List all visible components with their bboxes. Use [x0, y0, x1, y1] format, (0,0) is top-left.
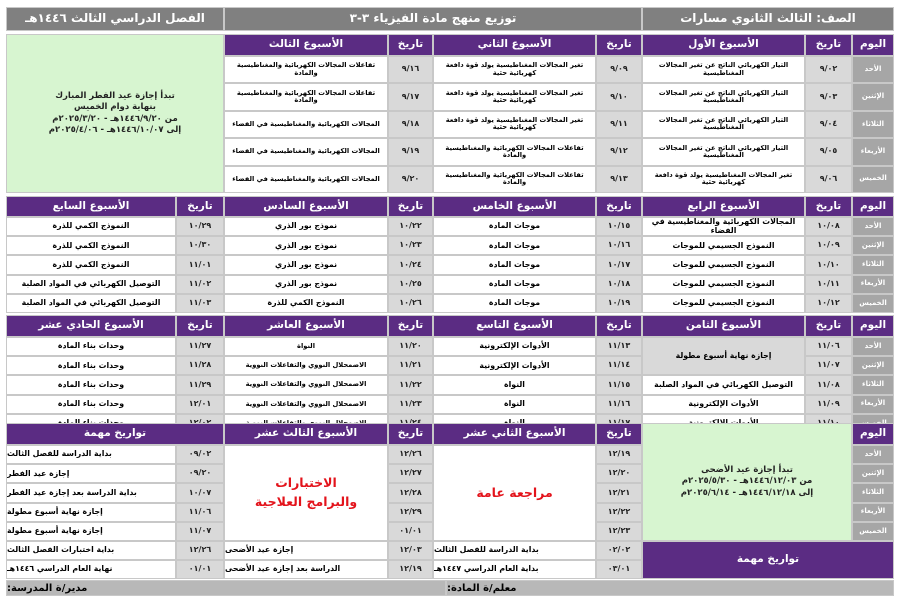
date-cell: ٩/١٢ [596, 138, 642, 165]
important-dates-header: تواريخ مهمة [642, 541, 894, 579]
important-date: ١٠/٠٧ [176, 483, 224, 502]
grade-title: الصف: الثالث الثانوي مسارات [642, 7, 894, 31]
date-cell: ١١/٢٠ [388, 337, 433, 356]
date-cell: ١٢/٢٦ [388, 445, 433, 464]
date-cell: ١٢/٢٨ [388, 483, 433, 502]
topic-cell: التوصيل الكهربائي في المواد الصلبة [6, 294, 176, 313]
topic-cell: المجالات الكهربائية والمغناطيسية في الفضاء [642, 217, 805, 236]
date-header: تاريخ [805, 34, 852, 56]
topic-cell: النموذج الكمي للذرة [6, 236, 176, 255]
day-label: الإثنين [852, 236, 894, 255]
date-cell: ١٠/٢٦ [388, 294, 433, 313]
date-cell: ١١/٢٨ [176, 356, 224, 375]
date-header: تاريخ [596, 423, 642, 445]
important-date: ٠١/٠١ [176, 560, 224, 579]
topic-cell: النموذج الجسيمي للموجات [642, 236, 805, 255]
important-date: ٠٣/٠١ [596, 560, 642, 579]
topic-cell: النموذج الكمي للذرة [224, 294, 388, 313]
date-header: تاريخ [596, 196, 642, 217]
topic-cell: المجالات الكهربائية والمغناطيسية في الفضاء [224, 166, 388, 193]
topic-cell: تفاعلات المجالات الكهربائية والمغناطيسية والمادة [224, 83, 388, 110]
date-cell: ١٢/٠١ [176, 395, 224, 414]
date-header: تاريخ [388, 34, 433, 56]
eid-fitr-note-line: من ١٤٤٦/٩/٢٠هـ - ٢٠٢٥/٣/٢٠م [52, 113, 178, 124]
day-label: الثلاثاء [852, 375, 894, 394]
topic-cell: تفاعلات المجالات الكهربائية والمغناطيسية والمادة [224, 56, 388, 83]
topic-cell: التوصيل الكهربائي في المواد الصلبة [6, 275, 176, 294]
important-event: إجازة نهاية أسبوع مطولة [6, 503, 176, 522]
topic-cell: نموذج بور الذري [224, 255, 388, 274]
date-cell: ١٠/٢٤ [388, 255, 433, 274]
day-label: الإثنين [852, 83, 894, 110]
date-header: تاريخ [176, 315, 224, 337]
day-label: الخميس [852, 294, 894, 313]
topic-cell: النموذج الجسيمي للموجات [642, 255, 805, 274]
date-cell: ٩/١٠ [596, 83, 642, 110]
day-label: الأحد [852, 337, 894, 356]
topic-cell: الأدوات الإلكترونية [642, 395, 805, 414]
date-cell: ١٠/١٩ [596, 294, 642, 313]
date-header: تاريخ [805, 315, 852, 337]
topic-cell: المجالات الكهربائية والمغناطيسية في الفضاء [224, 138, 388, 165]
important-date: ١١/٠٧ [176, 522, 224, 541]
date-cell: ١١/٠٢ [176, 275, 224, 294]
important-date: ٠٩/٢٠ [176, 464, 224, 483]
topic-cell: وحدات بناء المادة [6, 337, 176, 356]
topic-cell: تغير المجالات المغناطيسية يولد قوة دافعة كهربائية حثية [642, 166, 805, 193]
page-title: توزيع منهج مادة الفيزياء ٣-٣ [224, 7, 642, 31]
eid-fitr-note-line: إلى ١٤٤٦/١٠/٠٧هـ - ٢٠٢٥/٤/٠٦م [48, 124, 182, 135]
topic-cell: الاضمحلال النووي والتفاعلات النووية [224, 395, 388, 414]
week-header: الأسبوع السادس [224, 196, 388, 217]
topic-cell: الأدوات الإلكترونية [433, 356, 596, 375]
week-header: الأسبوع الحادي عشر [6, 315, 176, 337]
date-cell: ١١/١٣ [596, 337, 642, 356]
date-cell: ١٢/٢١ [596, 483, 642, 502]
topic-cell: موجات المادة [433, 275, 596, 294]
date-cell: ٩/١٨ [388, 111, 433, 138]
date-cell: ٠١/٠١ [388, 522, 433, 541]
day-label: الأحد [852, 56, 894, 83]
exams-note-line: الاختبارات [275, 475, 337, 491]
day-label: الثلاثاء [852, 111, 894, 138]
date-cell: ١١/٠٩ [805, 395, 852, 414]
day-label: الأربعاء [852, 503, 894, 522]
week-header: الأسبوع السابع [6, 196, 176, 217]
day-label: الأحد [852, 217, 894, 236]
date-cell: ١١/٠٨ [805, 375, 852, 394]
date-cell: ٩/٠٥ [805, 138, 852, 165]
important-event: بداية العام الدراسي ١٤٤٧هـ [433, 560, 596, 579]
date-cell: ١١/٠٦ [805, 337, 852, 356]
date-cell: ٩/٠٩ [596, 56, 642, 83]
day-header: اليوم [852, 423, 894, 445]
day-label: الأربعاء [852, 395, 894, 414]
topic-cell: تغير المجالات المغناطيسية يولد قوة دافعة كهربائية حثية [433, 56, 596, 83]
day-label: الثلاثاء [852, 255, 894, 274]
date-header: تاريخ [388, 423, 433, 445]
date-cell: ٩/٠٦ [805, 166, 852, 193]
date-cell: ٩/١٧ [388, 83, 433, 110]
day-label: الخميس [852, 166, 894, 193]
date-cell: ٩/١٣ [596, 166, 642, 193]
date-cell: ١١/١٥ [596, 375, 642, 394]
day-label: الأحد [852, 445, 894, 464]
day-label: الأربعاء [852, 138, 894, 165]
date-cell: ١٠/١٠ [805, 255, 852, 274]
topic-cell: التيار الكهربائي الناتج عن تغير المجالات المغناطيسية [642, 111, 805, 138]
topic-cell: موجات المادة [433, 294, 596, 313]
date-cell: ١٠/١٧ [596, 255, 642, 274]
eid-adha-note-line: من ١٤٤٦/١٢/٠٣هـ - ٢٠٢٥/٥/٣٠م [681, 476, 813, 487]
date-cell: ١٠/٢٣ [388, 236, 433, 255]
principal-signature: مدير/ة المدرسة: [6, 580, 446, 596]
date-cell: ١١/٠٣ [176, 294, 224, 313]
important-date: ١١/٠٦ [176, 503, 224, 522]
date-cell: ١٠/٢٩ [176, 217, 224, 236]
topic-cell: وحدات بناء المادة [6, 375, 176, 394]
week-header: الأسبوع الثالث [224, 34, 388, 56]
topic-cell: التيار الكهربائي الناتج عن تغير المجالات المغناطيسية [642, 83, 805, 110]
topic-cell: المجالات الكهربائية والمغناطيسية في الفضاء [224, 111, 388, 138]
term-title: الفصل الدراسي الثالث ١٤٤٦هـ [6, 7, 224, 31]
eid-fitr-note-line: تبدأ إجازة عيد الفطر المبارك [55, 90, 175, 101]
date-cell: ١٠/٣٠ [176, 236, 224, 255]
date-cell: ١١/٢٧ [176, 337, 224, 356]
exams-note [224, 445, 388, 541]
week-header: الأسبوع الخامس [433, 196, 596, 217]
teacher-signature: معلم/ة المادة: [446, 580, 894, 596]
eid-adha-note-line: تبدأ إجازة عيد الأضحى [701, 464, 793, 475]
week-header: الأسبوع الثاني [433, 34, 596, 56]
week-header: الأسبوع الرابع [642, 196, 805, 217]
week-header: الأسبوع الثالث عشر [224, 423, 388, 445]
date-cell: ١٠/١٨ [596, 275, 642, 294]
topic-cell: التيار الكهربائي الناتج عن تغير المجالات المغناطيسية [642, 138, 805, 165]
topic-cell: النواة [433, 395, 596, 414]
date-cell: ١٠/١٥ [596, 217, 642, 236]
date-cell: ١١/٢٩ [176, 375, 224, 394]
day-label: الإثنين [852, 464, 894, 483]
important-dates-header: تواريخ مهمة [6, 423, 224, 445]
topic-cell: الأدوات الإلكترونية [433, 337, 596, 356]
topic-cell: التيار الكهربائي الناتج عن تغير المجالات المغناطيسية [642, 56, 805, 83]
exams-note-line: والبرامج العلاجية [254, 494, 358, 509]
important-date: ١٢/٢٦ [176, 541, 224, 560]
topic-cell: تغير المجالات المغناطيسية يولد قوة دافعة كهربائية حثية [433, 111, 596, 138]
topic-cell: نموذج بور الذري [224, 275, 388, 294]
date-cell: ٩/٠٤ [805, 111, 852, 138]
date-cell: ١١/١٤ [596, 356, 642, 375]
day-label: الخميس [852, 522, 894, 541]
date-cell: ١٢/٢٠ [596, 464, 642, 483]
week-header: الأسبوع الأول [642, 34, 805, 56]
topic-cell: النموذج الكمي للذرة [6, 217, 176, 236]
topic-cell: تفاعلات المجالات الكهربائية والمغناطيسية والمادة [433, 166, 596, 193]
day-label: الأربعاء [852, 275, 894, 294]
topic-cell: وحدات بناء المادة [6, 356, 176, 375]
topic-cell: النواة [224, 337, 388, 356]
date-header: تاريخ [388, 315, 433, 337]
eid-fitr-note-line: بنهاية دوام الخميس [74, 102, 156, 113]
date-header: تاريخ [388, 196, 433, 217]
eid-adha-note-line: إلى ١٤٤٦/١٢/١٨هـ - ٢٠٢٥/٦/١٤م [680, 487, 814, 498]
date-cell: ١٠/٢٢ [388, 217, 433, 236]
eid-fitr-note [6, 34, 224, 193]
date-cell: ١١/٢٣ [388, 395, 433, 414]
week-header: الأسبوع الثامن [642, 315, 805, 337]
important-event: إجازة عيد الفطر [6, 464, 176, 483]
date-cell: ١٢/٢٣ [596, 522, 642, 541]
date-cell: ٩/١٩ [388, 138, 433, 165]
important-event: إجازة نهاية أسبوع مطولة [6, 522, 176, 541]
topic-cell: الاضمحلال النووي والتفاعلات النووية [224, 356, 388, 375]
topic-cell: موجات المادة [433, 255, 596, 274]
date-cell: ٩/٢٠ [388, 166, 433, 193]
general-review: مراجعة عامة [433, 445, 596, 541]
date-cell: ١١/٠٧ [805, 356, 852, 375]
important-event: بداية الدراسة للفصل الثالث [6, 445, 176, 464]
topic-cell: التوصيل الكهربائي في المواد الصلبة [642, 375, 805, 394]
date-cell: ١٠/١١ [805, 275, 852, 294]
date-header: تاريخ [596, 315, 642, 337]
topic-cell: موجات المادة [433, 217, 596, 236]
important-date: ١٢/٠٣ [388, 541, 433, 560]
week-header: الأسبوع العاشر [224, 315, 388, 337]
date-header: تاريخ [176, 196, 224, 217]
day-label: الثلاثاء [852, 483, 894, 502]
date-cell: ١١/٢١ [388, 356, 433, 375]
topic-cell: النموذج الجسيمي للموجات [642, 275, 805, 294]
date-cell: ١١/١٦ [596, 395, 642, 414]
topic-cell: النواة [433, 375, 596, 394]
day-header: اليوم [852, 196, 894, 217]
date-header: تاريخ [805, 196, 852, 217]
eid-adha-note [642, 423, 852, 541]
day-header: اليوم [852, 34, 894, 56]
important-event: بداية الدراسة بعد إجازة عيد الفطر [6, 483, 176, 502]
date-cell: ١٢/٢٩ [388, 503, 433, 522]
date-header: تاريخ [596, 34, 642, 56]
date-cell: ١١/٠١ [176, 255, 224, 274]
important-event: نهاية العام الدراسي ١٤٤٦هـ [6, 560, 176, 579]
date-cell: ١٠/١٦ [596, 236, 642, 255]
topic-cell: نموذج بور الذري [224, 217, 388, 236]
date-cell: ٩/٠٢ [805, 56, 852, 83]
topic-cell: تغير المجالات المغناطيسية يولد قوة دافعة كهربائية حثية [433, 83, 596, 110]
date-cell: ٩/١٦ [388, 56, 433, 83]
date-cell: ١٢/٢٧ [388, 464, 433, 483]
week-header: الأسبوع التاسع [433, 315, 596, 337]
important-event: الدراسة بعد إجازة عيد الأضحى [224, 560, 388, 579]
long-weekend-break: إجازة نهاية أسبوع مطولة [642, 337, 805, 375]
day-header: اليوم [852, 315, 894, 337]
date-cell: ١٠/٠٨ [805, 217, 852, 236]
week-header: الأسبوع الثاني عشر [433, 423, 596, 445]
important-event: بداية الدراسة للفصل الثالث [433, 541, 596, 560]
important-event: إجازة عيد الأضحى [224, 541, 388, 560]
date-cell: ١٢/٢٢ [596, 503, 642, 522]
important-event: بداية اختبارات الفصل الثالث [6, 541, 176, 560]
topic-cell: وحدات بناء المادة [6, 395, 176, 414]
topic-cell: النموذج الكمي للذرة [6, 255, 176, 274]
date-cell: ٩/٠٣ [805, 83, 852, 110]
topic-cell: الاضمحلال النووي والتفاعلات النووية [224, 375, 388, 394]
date-cell: ١٢/١٩ [596, 445, 642, 464]
topic-cell: النموذج الجسيمي للموجات [642, 294, 805, 313]
topic-cell: تفاعلات المجالات الكهربائية والمغناطيسية والمادة [433, 138, 596, 165]
day-label: الإثنين [852, 356, 894, 375]
date-cell: ٩/١١ [596, 111, 642, 138]
topic-cell: نموذج بور الذري [224, 236, 388, 255]
date-cell: ١٠/٠٩ [805, 236, 852, 255]
important-date: ٠٢/٠٢ [596, 541, 642, 560]
important-date: ٠٩/٠٢ [176, 445, 224, 464]
important-date: ١٢/١٩ [388, 560, 433, 579]
date-cell: ١٠/١٢ [805, 294, 852, 313]
topic-cell: موجات المادة [433, 236, 596, 255]
date-cell: ١٠/٢٥ [388, 275, 433, 294]
date-cell: ١١/٢٢ [388, 375, 433, 394]
